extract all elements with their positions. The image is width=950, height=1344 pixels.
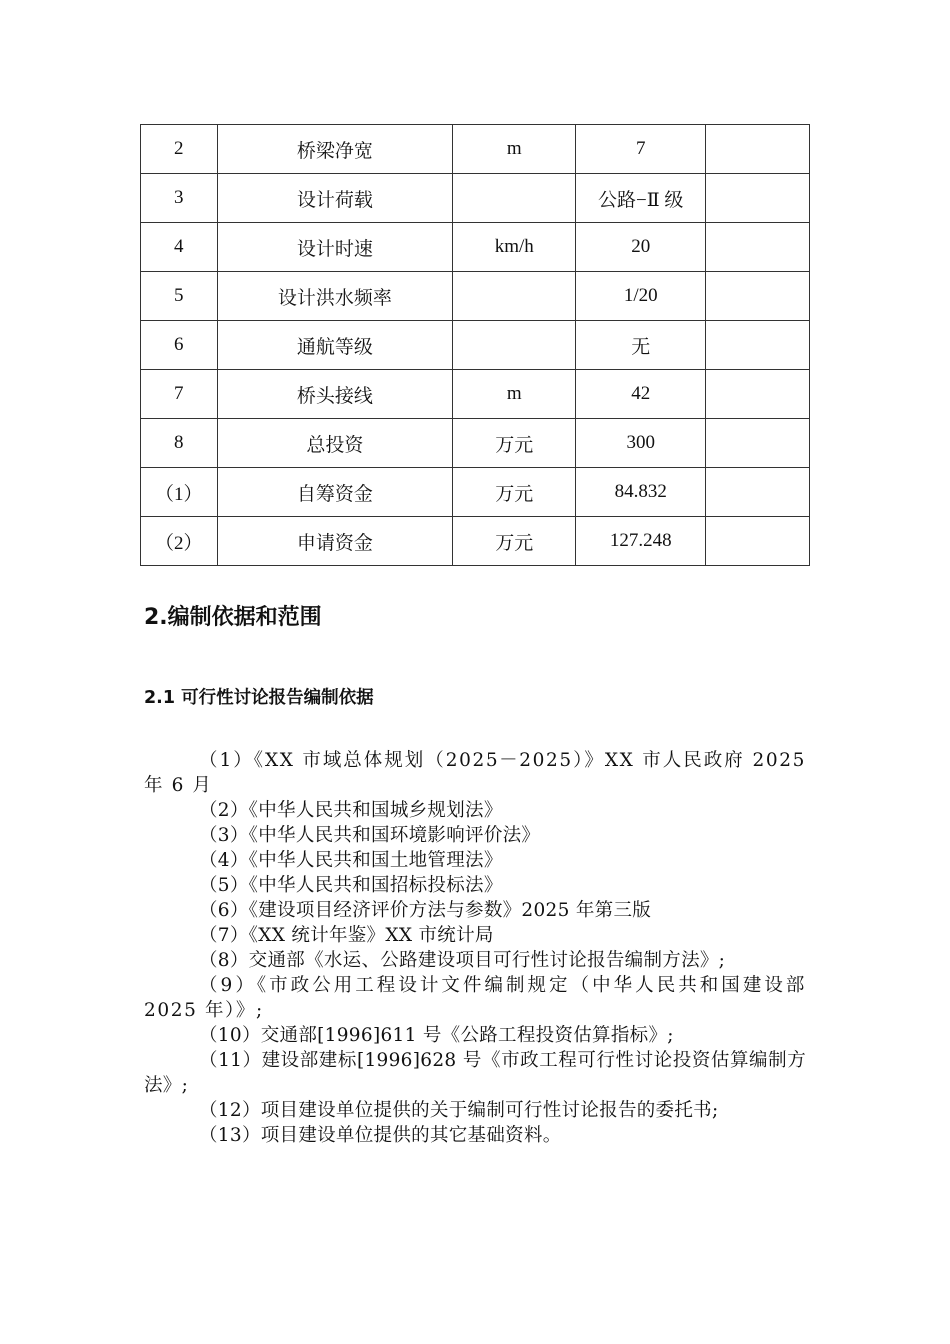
row-number-cell: 7 (141, 370, 218, 419)
list-item: （10）交通部[1996]611 号《公路工程投资估算指标》; (199, 1025, 674, 1046)
table-row (141, 468, 810, 517)
row-number-cell: 3 (141, 174, 218, 223)
value-cell: 42 (576, 370, 706, 419)
table-row (141, 174, 810, 223)
value-cell: 127.248 (576, 517, 706, 566)
unit-cell (453, 321, 576, 370)
list-item: （11）建设部建标[1996]628 号《市政工程可行性讨论投资估算编制方法》; (144, 1050, 806, 1096)
list-item: （2）《中华人民共和国城乡规划法》 (199, 800, 503, 821)
note-cell (706, 321, 810, 370)
list-item: （12）项目建设单位提供的关于编制可行性讨论报告的委托书; (199, 1100, 719, 1121)
list-item: （1）《XX 市域总体规划（2025－2025）》XX 市人民政府 2025 年 6 月 (144, 750, 806, 796)
table-row (141, 223, 810, 272)
unit-cell: m (453, 125, 576, 174)
row-number-cell: （1） (141, 468, 218, 517)
item-name-cell: 总投资 (217, 419, 453, 468)
value-cell: 公路−Ⅱ 级 (576, 174, 706, 223)
unit-cell: m (453, 370, 576, 419)
table-row (141, 517, 810, 566)
item-name-cell: 设计时速 (217, 223, 453, 272)
item-name-cell: 桥梁净宽 (217, 125, 453, 174)
value-cell: 7 (576, 125, 706, 174)
value-cell: 20 (576, 223, 706, 272)
unit-cell: 万元 (453, 517, 576, 566)
note-cell (706, 370, 810, 419)
value-cell: 1/20 (576, 272, 706, 321)
table-row (141, 419, 810, 468)
note-cell (706, 517, 810, 566)
row-number-cell: 6 (141, 321, 218, 370)
unit-cell (453, 272, 576, 321)
row-number-cell: （2） (141, 517, 218, 566)
unit-cell: 万元 (453, 468, 576, 517)
value-cell: 300 (576, 419, 706, 468)
item-name-cell: 设计洪水频率 (217, 272, 453, 321)
list-item: （4）《中华人民共和国土地管理法》 (199, 850, 503, 871)
item-name-cell: 桥头接线 (217, 370, 453, 419)
list-item: （13）项目建设单位提供的其它基础资料。 (199, 1125, 562, 1146)
note-cell (706, 174, 810, 223)
spec-table (140, 124, 810, 566)
list-item: （9）《市政公用工程设计文件编制规定（中华人民共和国建设部 2025 年）》; (144, 975, 806, 1021)
item-name-cell: 设计荷载 (217, 174, 453, 223)
list-item: （6）《建设项目经济评价方法与参数》2025 年第三版 (199, 900, 652, 921)
spec-table-body (141, 125, 810, 566)
section-heading: 2.编制依据和范围 (144, 605, 322, 630)
unit-cell (453, 174, 576, 223)
item-name-cell: 通航等级 (217, 321, 453, 370)
list-item: （7）《XX 统计年鉴》XX 市统计局 (199, 925, 494, 946)
item-name-cell: 自筹资金 (217, 468, 453, 517)
row-number-cell: 2 (141, 125, 218, 174)
row-number-cell: 8 (141, 419, 218, 468)
list-item: （8）交通部《水运、公路建设项目可行性讨论报告编制方法》; (199, 950, 726, 971)
table-row (141, 370, 810, 419)
table-row (141, 272, 810, 321)
table-row (141, 125, 810, 174)
row-number-cell: 4 (141, 223, 218, 272)
basis-list (144, 748, 806, 1148)
value-cell: 84.832 (576, 468, 706, 517)
note-cell (706, 468, 810, 517)
value-cell: 无 (576, 321, 706, 370)
note-cell (706, 223, 810, 272)
unit-cell: 万元 (453, 419, 576, 468)
unit-cell: km/h (453, 223, 576, 272)
note-cell (706, 125, 810, 174)
list-item: （3）《中华人民共和国环境影响评价法》 (199, 825, 541, 846)
subsection-heading: 2.1 可行性讨论报告编制依据 (144, 688, 374, 708)
row-number-cell: 5 (141, 272, 218, 321)
table-row (141, 321, 810, 370)
note-cell (706, 419, 810, 468)
item-name-cell: 申请资金 (217, 517, 453, 566)
note-cell (706, 272, 810, 321)
list-item: （5）《中华人民共和国招标投标法》 (199, 875, 503, 896)
